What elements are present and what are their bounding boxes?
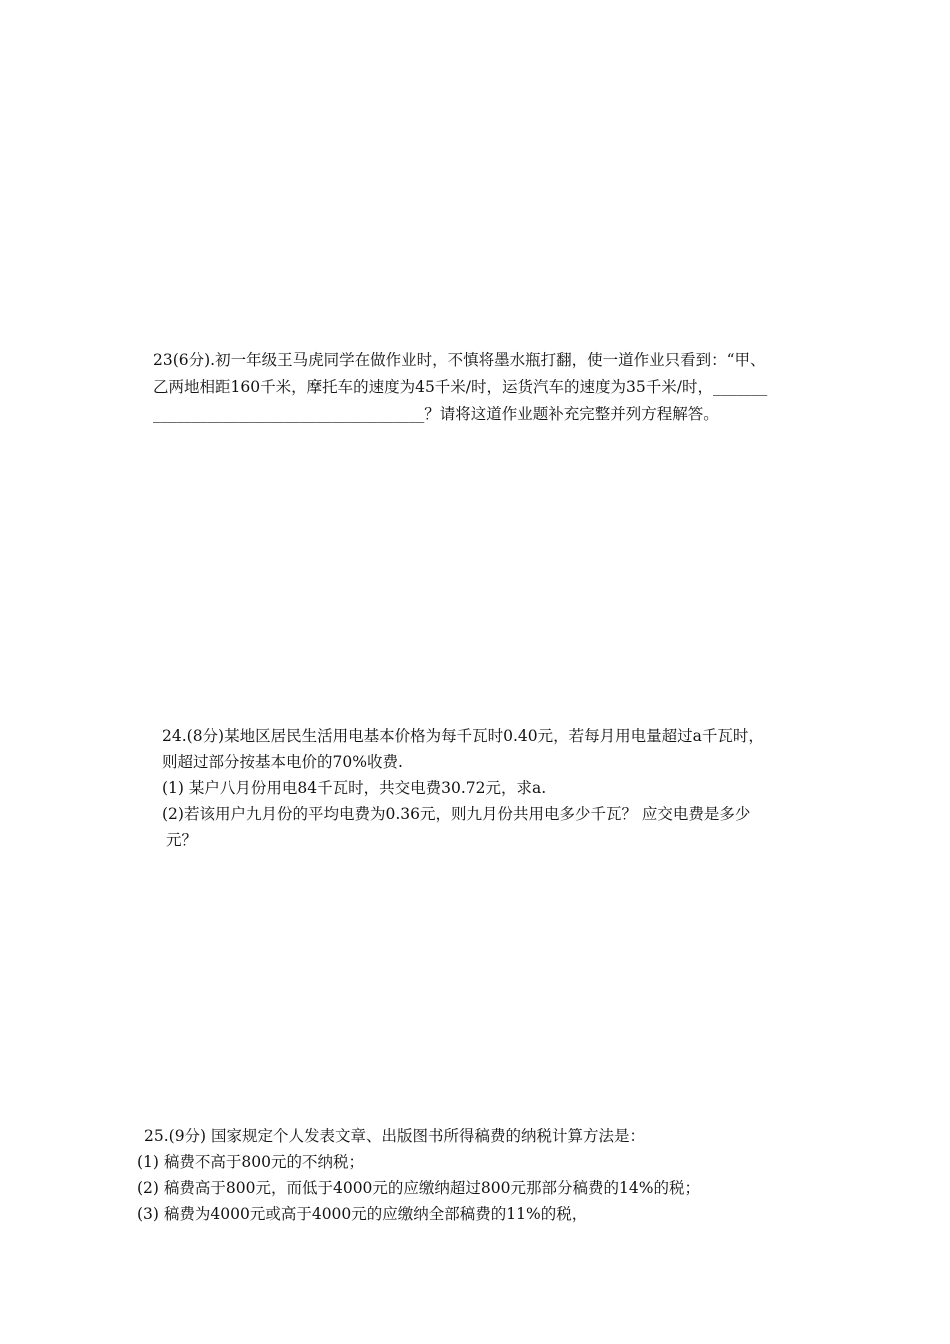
q24-part-1: (1) 某户八月份用电84千瓦时，共交电费30.72元，求a. bbox=[162, 779, 547, 797]
q24-part-2-cont: 元？ bbox=[166, 831, 198, 849]
q25-rule-1: (1) 稿费不高于800元的不纳税； bbox=[137, 1153, 364, 1171]
q25-rule-3: (3) 稿费为4000元或高于4000元的应缴纳全部稿费的11%的税， bbox=[137, 1205, 588, 1223]
q25-line-1: 25.(9分) 国家规定个人发表文章、出版图书所得稿费的纳税计算方法是： bbox=[144, 1127, 646, 1145]
q23-line-1: 23(6分).初一年级王马虎同学在做作业时，不慎将墨水瓶打翻，使一道作业只看到：“甲、 bbox=[153, 351, 766, 369]
q24-line-2: 则超过部分按基本电价的70%收费. bbox=[162, 753, 403, 771]
q23-line-3: ___________________________________？请将这道作业题补充完整并列方程解答。 bbox=[153, 405, 719, 423]
q24-part-2: (2)若该用户九月份的平均电费为0.36元，则九月份共用电多少千瓦？ 应交电费是多少 bbox=[162, 805, 751, 823]
q25-rule-2: (2) 稿费高于800元，而低于4000元的应缴纳超过800元那部分稿费的14%的税； bbox=[137, 1179, 700, 1197]
q24-line-1: 24.(8分)某地区居民生活用电基本价格为每千瓦时0.40元，若每月用电量超过a千瓦时， bbox=[162, 727, 764, 745]
q23-line-2: 乙两地相距160千米，摩托车的速度为45千米/时，运货汽车的速度为35千米/时，_______ bbox=[153, 378, 768, 396]
